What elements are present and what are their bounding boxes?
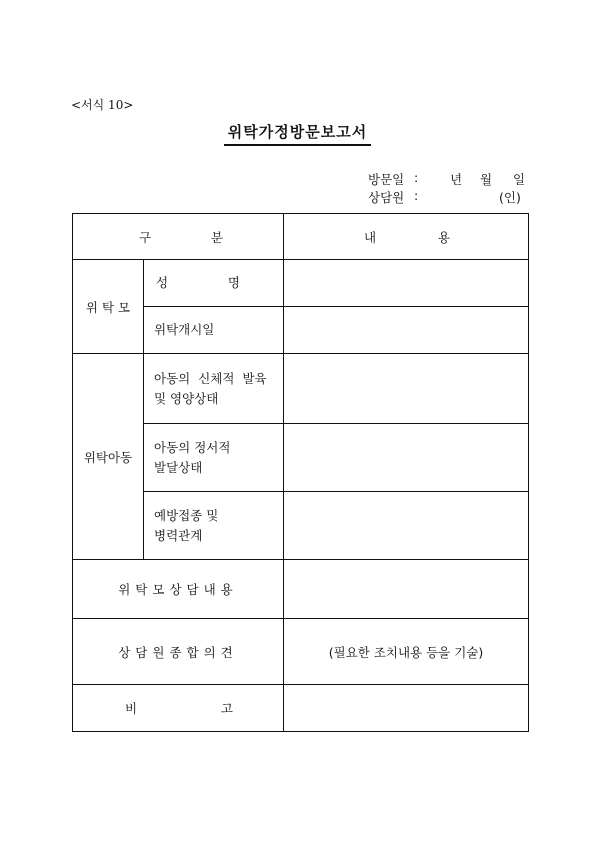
opinion-row [73, 619, 529, 685]
month-unit: 월 [480, 172, 493, 187]
content-header [284, 214, 529, 260]
visit-date-colon: : [414, 170, 419, 185]
counselor-label: 상담원 [368, 190, 405, 205]
header-row [73, 214, 529, 260]
counselor-colon: : [414, 188, 419, 203]
physical-label-line1: 아동의 신체적 발육 [154, 370, 267, 386]
consultation-label: 위탁모상담내용 [118, 582, 238, 597]
foster-parent-label [73, 260, 144, 354]
category-header-a: 구 [139, 229, 152, 245]
category-header-b: 분 [210, 229, 223, 245]
day-unit: 일 [513, 172, 526, 187]
physical-label-line2: 및 영양상태 [154, 390, 219, 406]
physical-label [144, 354, 284, 424]
consultation-label-cell [73, 560, 284, 619]
emotional-label-line1: 아동의 정서적 [154, 439, 231, 455]
report-table [72, 213, 529, 732]
document-title-block [0, 121, 595, 146]
name-label-b: 명 [227, 275, 240, 290]
physical-value-cell[interactable] [284, 354, 529, 424]
opinion-label: 상담원종합의견 [118, 644, 238, 660]
content-header-a: 내 [364, 229, 377, 245]
physical-row [73, 354, 529, 424]
opinion-value-cell[interactable] [284, 619, 529, 685]
foster-start-label: 위탁개시일 [144, 307, 284, 354]
emotional-label-line2: 발달상태 [154, 459, 203, 475]
visit-info [368, 170, 528, 206]
foster-child-label [73, 354, 144, 560]
remarks-label-cell [73, 685, 284, 732]
remarks-label-b: 고 [220, 701, 233, 716]
consultation-value-cell[interactable] [284, 560, 529, 619]
remarks-value-cell[interactable] [284, 685, 529, 732]
category-header [73, 214, 284, 260]
vaccination-label-line2: 병력관계 [154, 527, 203, 543]
seal-mark: (인) [499, 190, 521, 205]
consultation-row [73, 560, 529, 619]
foster-parent-label-text: 위 탁 모 [85, 299, 131, 315]
vaccination-value-cell[interactable] [284, 492, 529, 560]
emotional-label [144, 424, 284, 492]
content-header-b: 용 [437, 229, 450, 245]
form-code: <서식 10> [71, 98, 134, 112]
foster-parent-name-row [73, 260, 529, 307]
foster-child-label-text: 위탁아동 [83, 449, 133, 465]
year-unit: 년 [450, 172, 463, 187]
document-title: 위탁가정방문보고서 [224, 121, 371, 146]
opinion-note: (필요한 조치내용 등을 기술) [328, 644, 484, 660]
counselor-row [368, 188, 528, 206]
visit-date-label: 방문일 [368, 172, 405, 187]
emotional-value-cell[interactable] [284, 424, 529, 492]
name-label-a: 성 [156, 275, 169, 290]
name-value-cell[interactable] [284, 260, 529, 307]
vaccination-label-line1: 예방접종 및 [154, 507, 219, 523]
foster-start-value-cell[interactable] [284, 307, 529, 354]
remarks-label-a: 비 [125, 701, 138, 716]
visit-date-row [368, 170, 528, 188]
remarks-row [73, 685, 529, 732]
opinion-label-cell [73, 619, 284, 685]
vaccination-label [144, 492, 284, 560]
name-label-cell [144, 260, 284, 307]
